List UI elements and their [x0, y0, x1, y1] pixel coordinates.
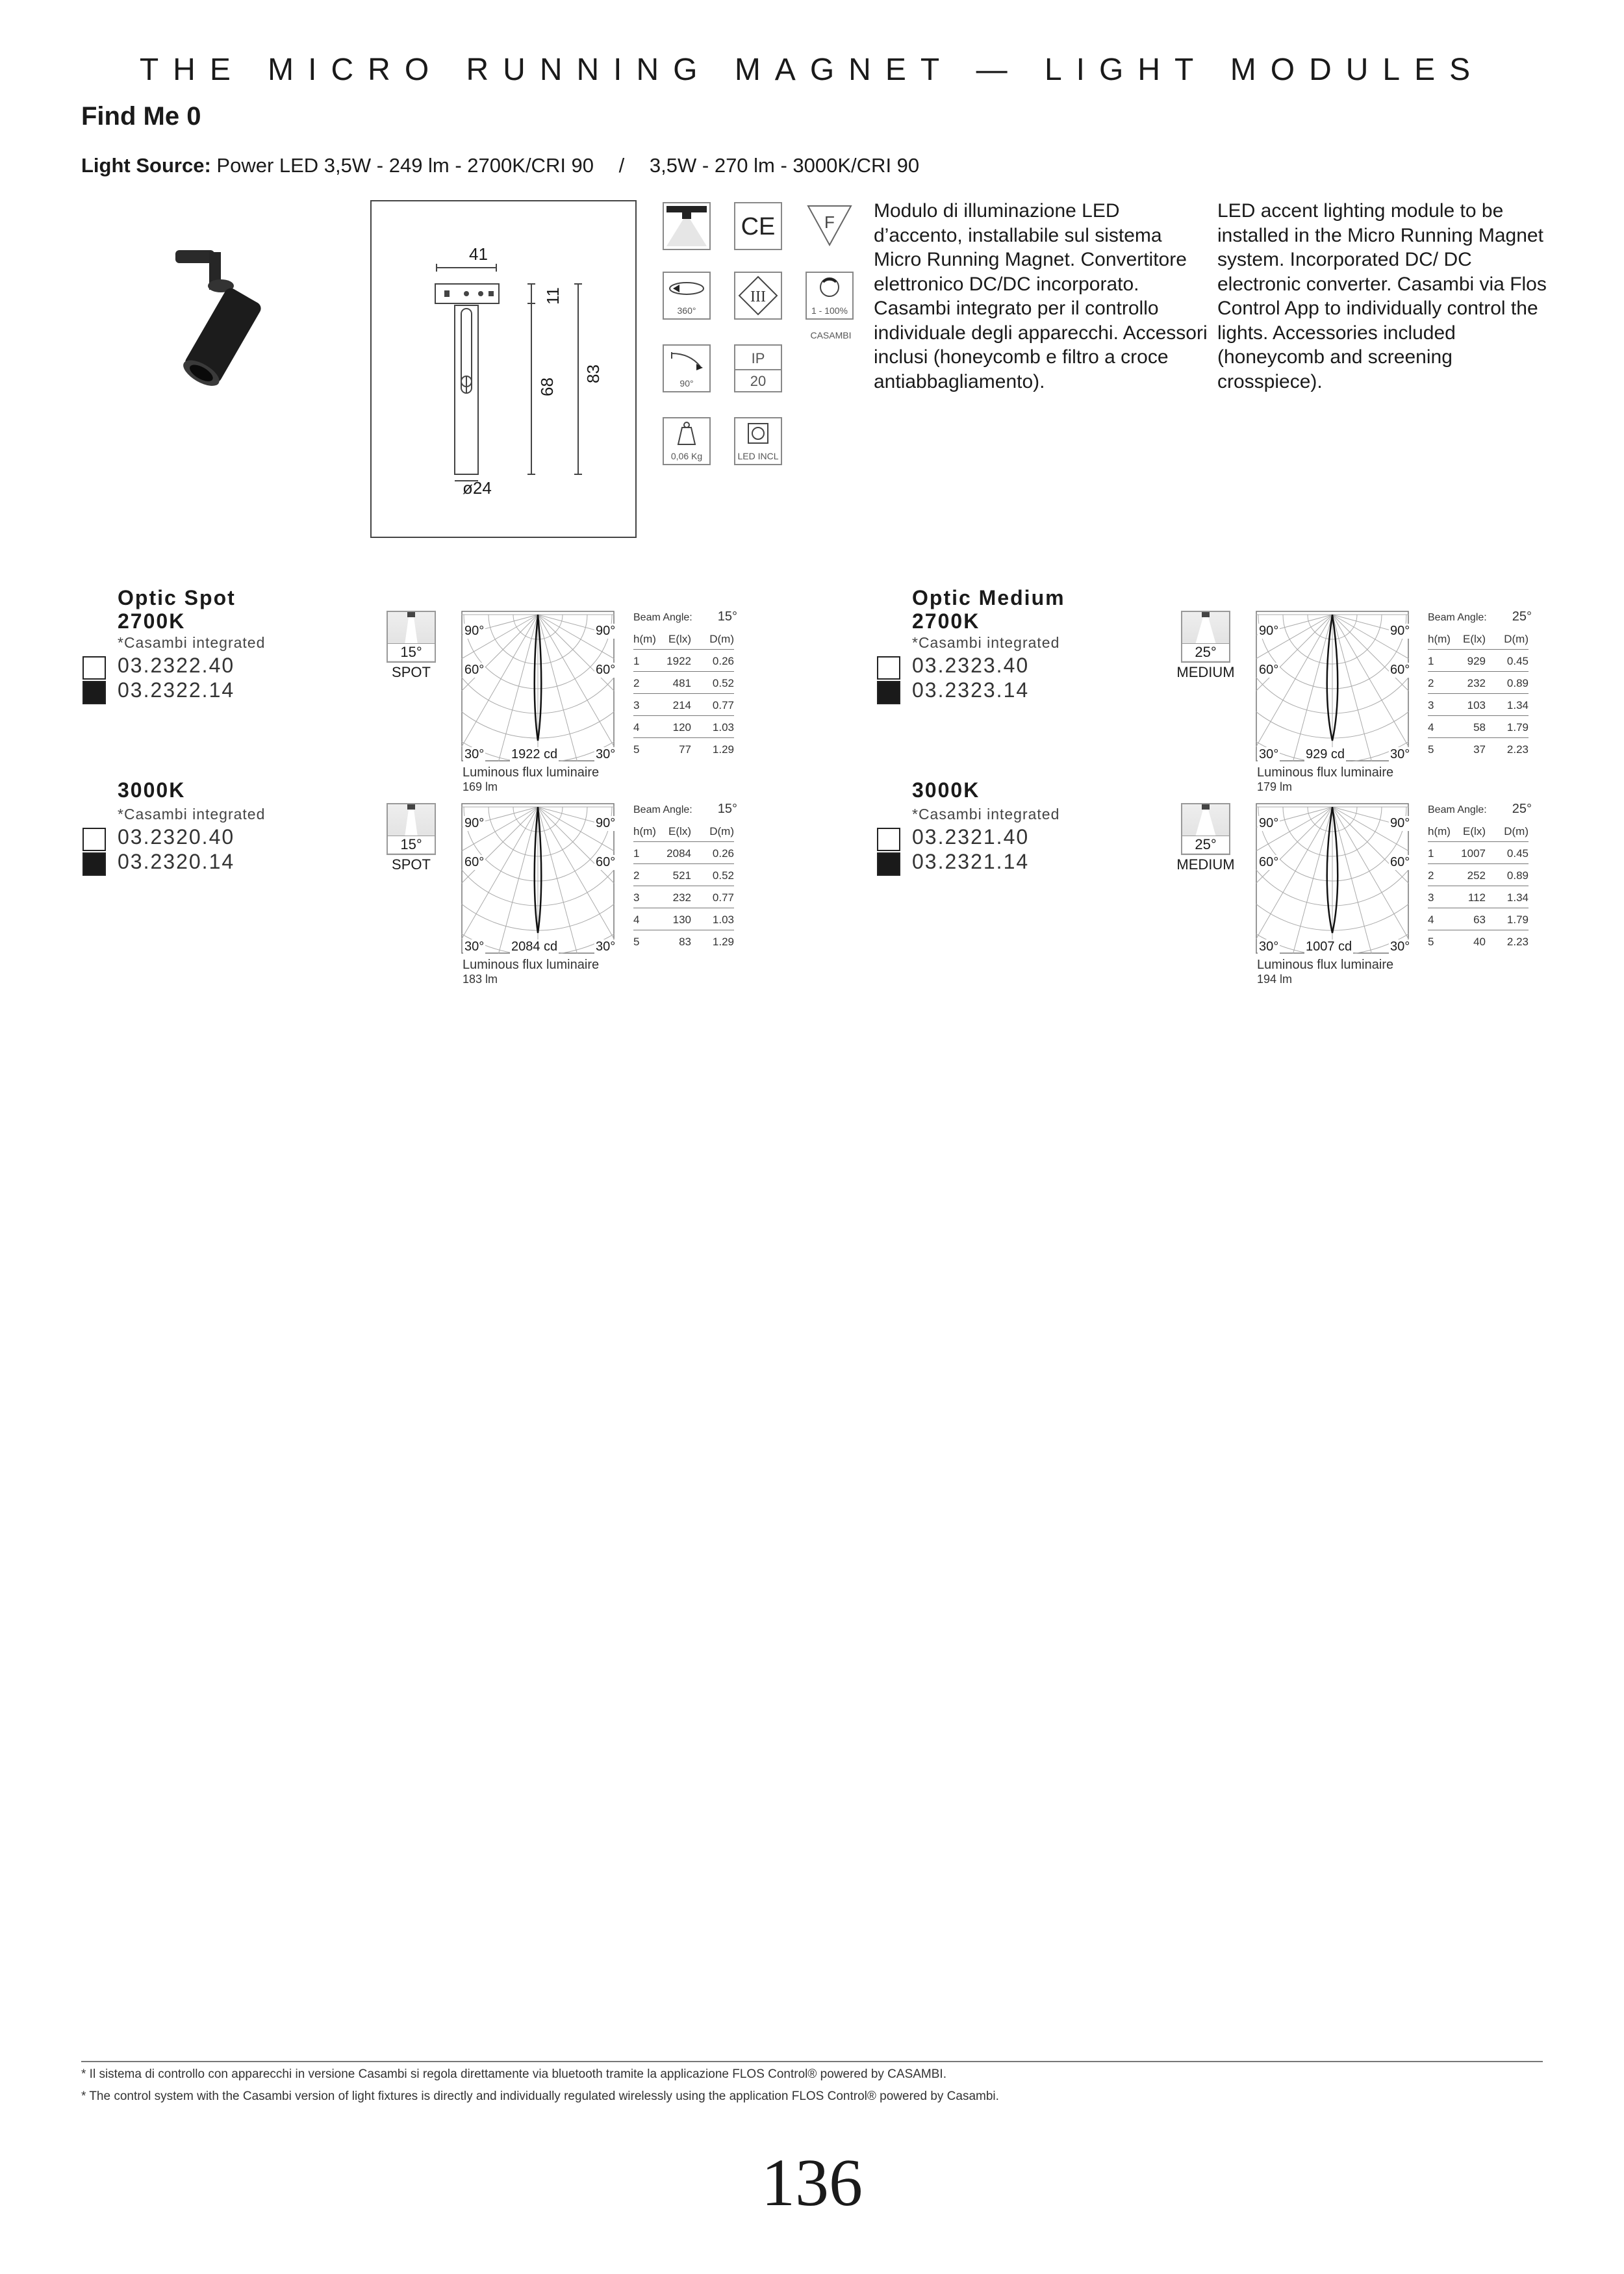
- variant-subtitle: 2700K: [912, 609, 980, 633]
- table-header-d: D(m): [709, 825, 734, 837]
- table-row: [633, 738, 734, 760]
- table-cell-height: 4: [1428, 913, 1434, 926]
- product-image: [149, 240, 279, 390]
- variant-title: Optic Medium: [912, 586, 1065, 609]
- polar-label-60-right: 60°: [596, 855, 616, 869]
- table-cell-diameter: 1.29: [712, 936, 734, 948]
- table-cell-illuminance: 214: [672, 699, 691, 711]
- luminous-flux-value: 169 lm: [463, 780, 498, 793]
- table-cell-illuminance: 2084: [666, 847, 691, 860]
- finish-white-swatch: [82, 828, 106, 851]
- beam-angle-caption: Beam Angle:: [633, 612, 692, 623]
- finish-white-swatch: [877, 656, 900, 680]
- polar-label-30-right: 30°: [596, 939, 616, 954]
- polar-peak-value: 2084 cd: [511, 939, 558, 954]
- table-cell-diameter: 1.79: [1506, 721, 1529, 734]
- table-row: [633, 716, 734, 738]
- polar-label-60-left: 60°: [1259, 855, 1279, 869]
- table-cell-diameter: 0.77: [712, 891, 734, 904]
- table-header-h: h(m): [1428, 825, 1451, 837]
- table-row: [1428, 842, 1529, 864]
- table-header-e: E(lx): [1463, 825, 1486, 837]
- table-cell-illuminance: 521: [672, 869, 691, 882]
- table-cell-height: 3: [1428, 891, 1434, 904]
- variant-title: 3000K: [118, 778, 186, 802]
- polar-label-90-right: 90°: [1390, 624, 1410, 638]
- polar-label-60-left: 60°: [464, 663, 485, 677]
- table-row: [633, 650, 734, 672]
- article-code-black: 03.2323.14: [912, 678, 1030, 702]
- article-code-white: 03.2320.40: [118, 825, 235, 849]
- beam-type-label: MEDIUM: [1176, 664, 1235, 680]
- table-cell-illuminance: 40: [1473, 936, 1486, 948]
- table-row: [1428, 930, 1529, 952]
- table-cell-height: 5: [1428, 936, 1434, 948]
- polar-label-60-left: 60°: [1259, 663, 1279, 677]
- polar-label-60-right: 60°: [1390, 855, 1410, 869]
- table-cell-height: 1: [633, 847, 640, 860]
- table-row: [1428, 672, 1529, 694]
- beam-angle-icon: [1181, 611, 1230, 663]
- technical-drawing: [370, 200, 637, 538]
- dimension-height-small: 11: [543, 287, 563, 305]
- table-cell-height: 3: [1428, 699, 1434, 711]
- beam-angle-value: 15°: [388, 643, 435, 661]
- tilt-icon: [663, 344, 711, 392]
- description-english: LED accent lighting module to be installed in the Micro Running Magnet system. Incorporated DC/ DC electronic converter. Casambi via Flos Control App to individually control the lights. Accessories included (honeycomb and screening crosspiece).: [1217, 200, 1547, 392]
- table-cell-illuminance: 103: [1467, 699, 1486, 711]
- luminous-flux-label: Luminous flux luminaire: [1257, 765, 1394, 780]
- table-cell-diameter: 1.79: [1506, 913, 1529, 926]
- polar-peak-value: 1922 cd: [511, 747, 558, 761]
- table-header-row: [1428, 820, 1529, 842]
- polar-label-90-left: 90°: [464, 624, 485, 638]
- table-cell-illuminance: 63: [1473, 913, 1486, 926]
- variant-block: [81, 777, 815, 986]
- beam-angle-table-value: 15°: [717, 802, 737, 816]
- light-source-spec-a: Power LED 3,5W - 249 lm - 2700K/CRI 90: [216, 154, 594, 177]
- footnote-english: * The control system with the Casambi version of light fixtures is directly and individually regulated wirelessly using the application FLOS Control® powered by Casambi.: [81, 2089, 999, 2103]
- ip-value: 20: [750, 373, 767, 389]
- footnote-italian: * Il sistema di controllo con apparecchi in versione Casambi si regola direttamente via bluetooth tramite la applicazione FLOS Control® powered by CASAMBI.: [81, 2067, 946, 2081]
- table-cell-height: 5: [633, 936, 640, 948]
- beam-angle-icon: [1181, 803, 1230, 855]
- finish-white-swatch: [877, 828, 900, 851]
- beam-angle-caption: Beam Angle:: [1428, 612, 1487, 623]
- light-source-label: Light Source:: [81, 154, 211, 177]
- table-row: [633, 842, 734, 864]
- table-cell-diameter: 1.03: [712, 913, 734, 926]
- table-row: [1428, 716, 1529, 738]
- table-cell-illuminance: 232: [1467, 677, 1486, 689]
- table-cell-illuminance: 929: [1467, 655, 1486, 667]
- luminous-flux-value: 183 lm: [463, 973, 498, 986]
- table-cell-diameter: 1.34: [1506, 699, 1529, 711]
- svg-text:F: F: [824, 212, 835, 232]
- casambi-note: *Casambi integrated: [118, 806, 266, 823]
- dimming-icon: [806, 272, 854, 320]
- table-cell-height: 3: [633, 699, 640, 711]
- luminous-flux-value: 194 lm: [1257, 973, 1293, 986]
- luminous-flux-label: Luminous flux luminaire: [463, 765, 600, 780]
- table-cell-illuminance: 232: [672, 891, 691, 904]
- table-row: [1428, 738, 1529, 760]
- table-row: [1428, 650, 1529, 672]
- illuminance-table: [1428, 609, 1532, 765]
- light-source-line: [81, 154, 919, 177]
- page-header-title: THE MICRO RUNNING MAGNET — LIGHT MODULES: [139, 53, 1485, 87]
- beam-angle-table-value: 15°: [717, 609, 737, 624]
- table-row: [1428, 694, 1529, 716]
- table-cell-illuminance: 58: [1473, 721, 1486, 734]
- beam-angle-value: 25°: [1182, 643, 1229, 661]
- table-cell-illuminance: 252: [1467, 869, 1486, 882]
- dimension-height-mid: 68: [537, 377, 557, 396]
- article-code-black: 03.2320.14: [118, 850, 235, 873]
- table-cell-illuminance: 120: [672, 721, 691, 734]
- polar-label-30-left: 30°: [464, 747, 485, 761]
- polar-label-30-left: 30°: [1259, 747, 1279, 761]
- f-mark-icon: [806, 202, 854, 250]
- polar-peak-value: 929 cd: [1306, 747, 1345, 761]
- polar-label-90-right: 90°: [1390, 816, 1410, 830]
- table-row: [633, 930, 734, 952]
- class-iii-icon: [734, 272, 782, 320]
- polar-label-90-right: 90°: [596, 816, 616, 830]
- table-row: [633, 864, 734, 886]
- table-cell-illuminance: 130: [672, 913, 691, 926]
- beam-angle-icon: [387, 611, 436, 663]
- table-cell-diameter: 0.89: [1506, 677, 1529, 689]
- table-cell-diameter: 0.77: [712, 699, 734, 711]
- table-cell-diameter: 1.29: [712, 743, 734, 756]
- table-header-row: [633, 820, 734, 842]
- dimension-height-total: 83: [583, 364, 603, 383]
- finish-black-swatch: [82, 852, 106, 876]
- article-code-black: 03.2321.14: [912, 850, 1030, 873]
- casambi-note: *Casambi integrated: [912, 806, 1060, 823]
- finish-black-swatch: [877, 681, 900, 704]
- table-cell-illuminance: 77: [679, 743, 691, 756]
- table-cell-diameter: 0.26: [712, 847, 734, 860]
- light-source-separator: /: [618, 154, 625, 177]
- table-cell-height: 1: [1428, 847, 1434, 860]
- casambi-label: CASAMBI: [810, 330, 852, 340]
- table-cell-diameter: 0.45: [1506, 655, 1529, 667]
- table-cell-diameter: 0.26: [712, 655, 734, 667]
- table-cell-illuminance: 83: [679, 936, 691, 948]
- article-code-white: 03.2323.40: [912, 654, 1030, 677]
- table-row: [1428, 886, 1529, 908]
- illuminance-table: [1428, 802, 1532, 958]
- finish-black-swatch: [82, 681, 106, 704]
- casambi-note: *Casambi integrated: [118, 634, 266, 651]
- article-code-black: 03.2322.14: [118, 678, 235, 702]
- footer-divider: [81, 2061, 1543, 2062]
- description-italian: Modulo di illuminazione LED d’accento, installabile sul sistema Micro Running Magnet. Convertitore elettronico DC/DC incorporato. Casambi integrato per il controllo individuale degli apparecchi. Accessori inclusi (honeycomb e filtro a croce antiabbagliamento).: [874, 200, 1208, 392]
- table-row: [1428, 908, 1529, 930]
- weight-label: 0,06 Kg: [670, 451, 703, 461]
- table-header-e: E(lx): [668, 633, 691, 645]
- table-row: [633, 886, 734, 908]
- table-cell-height: 2: [1428, 869, 1434, 882]
- table-header-e: E(lx): [668, 825, 691, 837]
- luminous-flux-value: 179 lm: [1257, 780, 1293, 793]
- table-cell-diameter: 0.45: [1506, 847, 1529, 860]
- table-header-d: D(m): [1504, 825, 1529, 837]
- table-header-d: D(m): [1504, 633, 1529, 645]
- table-cell-illuminance: 112: [1467, 891, 1486, 904]
- variant-subtitle: 2700K: [118, 609, 186, 633]
- table-header-row: [1428, 628, 1529, 650]
- table-header-d: D(m): [709, 633, 734, 645]
- polar-label-30-right: 30°: [596, 747, 616, 761]
- illuminance-table: [633, 802, 737, 958]
- table-cell-diameter: 2.23: [1506, 743, 1529, 756]
- polar-label-90-right: 90°: [596, 624, 616, 638]
- table-row: [633, 694, 734, 716]
- beam-angle-table-value: 25°: [1512, 802, 1532, 816]
- variant-title: 3000K: [912, 778, 980, 802]
- table-header-h: h(m): [633, 825, 656, 837]
- article-code-white: 03.2322.40: [118, 654, 235, 677]
- table-cell-illuminance: 481: [672, 677, 691, 689]
- polar-label-90-left: 90°: [1259, 624, 1279, 638]
- tilt-label: 90°: [679, 378, 694, 389]
- finish-black-swatch: [877, 852, 900, 876]
- table-cell-height: 2: [633, 869, 640, 882]
- table-header-e: E(lx): [1463, 633, 1486, 645]
- table-header-h: h(m): [1428, 633, 1451, 645]
- variant-title: Optic Spot: [118, 586, 236, 609]
- polar-label-60-left: 60°: [464, 855, 485, 869]
- table-row: [633, 672, 734, 694]
- light-source-spec-b: 3,5W - 270 lm - 3000K/CRI 90: [649, 154, 920, 177]
- polar-label-30-left: 30°: [1259, 939, 1279, 954]
- svg-text:CE: CE: [741, 213, 776, 240]
- polar-label-30-right: 30°: [1390, 747, 1410, 761]
- led-included-icon: [734, 417, 782, 465]
- ip-rating-icon: [734, 344, 782, 392]
- ce-mark-icon: [734, 202, 782, 250]
- illuminance-table: [633, 609, 737, 765]
- dimension-width-top: 41: [469, 244, 488, 264]
- article-code-white: 03.2321.40: [912, 825, 1030, 849]
- casambi-note: *Casambi integrated: [912, 634, 1060, 651]
- table-cell-height: 4: [1428, 721, 1434, 734]
- rotation-icon: [663, 272, 711, 320]
- beam-angle-caption: Beam Angle:: [1428, 804, 1487, 815]
- table-cell-diameter: 0.52: [712, 869, 734, 882]
- table-cell-height: 2: [1428, 677, 1434, 689]
- dimension-diameter: ø24: [463, 478, 492, 498]
- beam-angle-icon: [387, 803, 436, 855]
- dimming-label: 1 - 100%: [811, 305, 848, 316]
- beam-angle-value: 15°: [388, 836, 435, 853]
- finish-white-swatch: [82, 656, 106, 680]
- beam-angle-table-value: 25°: [1512, 609, 1532, 624]
- beam-angle-value: 25°: [1182, 836, 1229, 853]
- table-header-h: h(m): [633, 633, 656, 645]
- table-cell-diameter: 0.89: [1506, 869, 1529, 882]
- beam-type-label: SPOT: [392, 856, 431, 873]
- table-cell-height: 5: [633, 743, 640, 756]
- polar-label-30-right: 30°: [1390, 939, 1410, 954]
- table-cell-illuminance: 1007: [1461, 847, 1486, 860]
- table-cell-height: 3: [633, 891, 640, 904]
- table-cell-diameter: 1.03: [712, 721, 734, 734]
- polar-label-90-left: 90°: [1259, 816, 1279, 830]
- polar-label-60-right: 60°: [1390, 663, 1410, 677]
- luminous-flux-label: Luminous flux luminaire: [463, 958, 600, 972]
- table-row: [1428, 864, 1529, 886]
- table-cell-illuminance: 37: [1473, 743, 1486, 756]
- table-cell-height: 1: [633, 655, 640, 667]
- table-cell-height: 1: [1428, 655, 1434, 667]
- rotation-label: 360°: [677, 305, 696, 316]
- table-cell-height: 4: [633, 721, 640, 734]
- polar-peak-value: 1007 cd: [1306, 939, 1352, 954]
- polar-label-60-right: 60°: [596, 663, 616, 677]
- luminous-flux-label: Luminous flux luminaire: [1257, 958, 1394, 972]
- table-cell-diameter: 1.34: [1506, 891, 1529, 904]
- table-row: [633, 908, 734, 930]
- beam-type-label: SPOT: [392, 664, 431, 680]
- ip-label: IP: [735, 347, 781, 370]
- table-cell-height: 5: [1428, 743, 1434, 756]
- polar-label-30-left: 30°: [464, 939, 485, 954]
- class-iii-label: III: [750, 288, 766, 305]
- table-cell-illuminance: 1922: [666, 655, 691, 667]
- variant-block: [876, 777, 1610, 986]
- table-header-row: [633, 628, 734, 650]
- led-included-label: LED INCL: [737, 451, 779, 461]
- product-name: Find Me 0: [81, 102, 201, 131]
- table-cell-diameter: 2.23: [1506, 936, 1529, 948]
- table-cell-height: 2: [633, 677, 640, 689]
- table-cell-height: 4: [633, 913, 640, 926]
- page-number: 136: [761, 2145, 863, 2220]
- weight-icon: [663, 417, 711, 465]
- beam-angle-caption: Beam Angle:: [633, 804, 692, 815]
- table-cell-diameter: 0.52: [712, 677, 734, 689]
- track-mount-icon: [663, 202, 711, 250]
- polar-label-90-left: 90°: [464, 816, 485, 830]
- beam-type-label: MEDIUM: [1176, 856, 1235, 873]
